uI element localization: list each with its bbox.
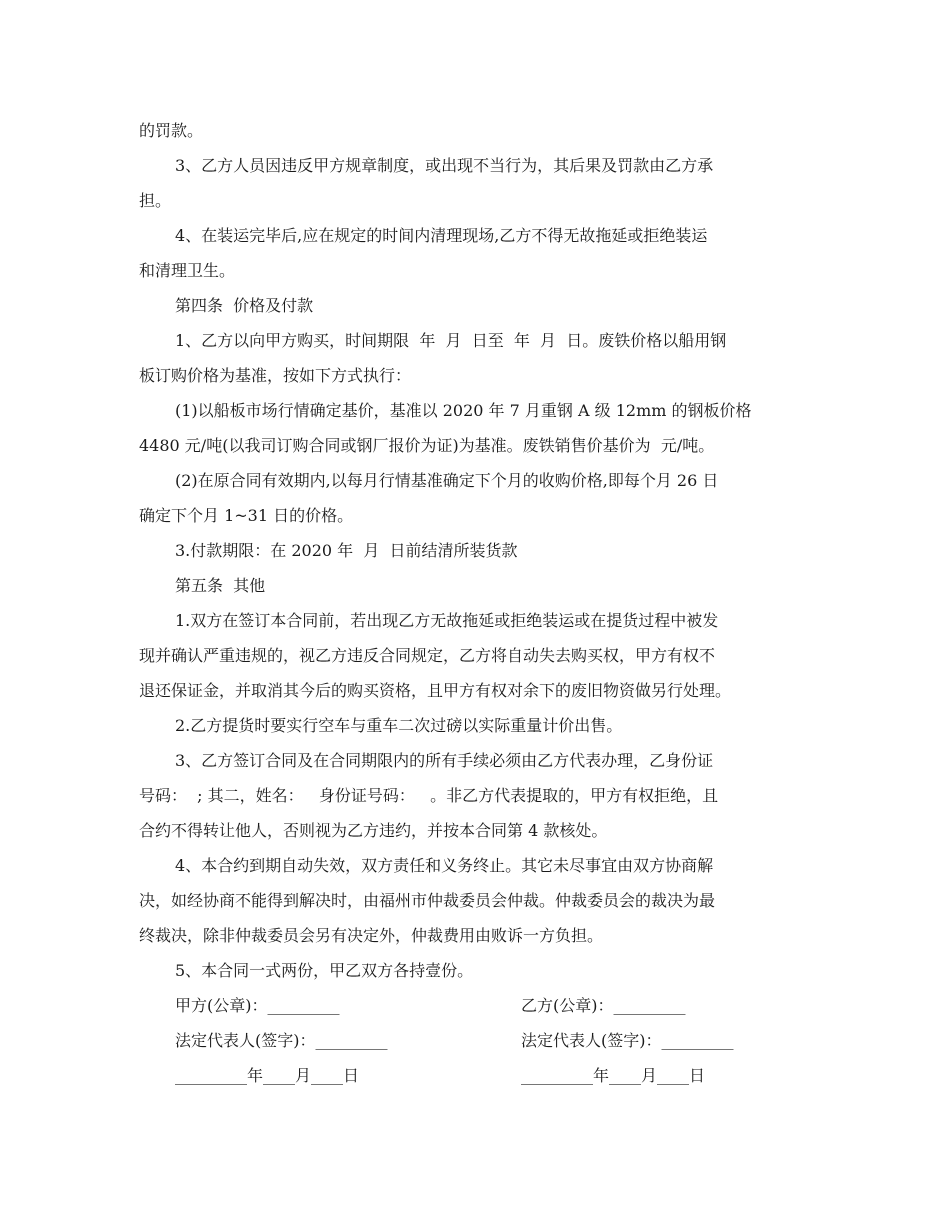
text-line: 终裁决，除非仲裁委员会另有决定外，仲裁费用由败诉一方负担。	[139, 926, 604, 945]
text-line: 和清理卫生。	[139, 261, 236, 280]
text-line: 合约不得转让他人，否则视为乙方违约，并按本合同第 4 款核处。	[139, 821, 608, 840]
text-line: 现并确认严重违规的，视乙方违反合同规定，乙方将自动失去购买权，甲方有权不	[139, 646, 716, 665]
text-line: 的罚款。	[139, 121, 204, 140]
party-a-representative: 法定代表人(签字)：_________	[175, 1031, 388, 1050]
other-clause-5: 5、本合同一式两份，甲乙双方各持壹份。	[175, 961, 474, 980]
party-b-seal: 乙方(公章)：_________	[521, 996, 686, 1015]
party-a-seal: 甲方(公章)：_________	[175, 996, 340, 1015]
other-clause-4: 4、本合约到期自动失效，双方责任和义务终止。其它未尽事宜由双方协商解	[175, 856, 714, 875]
signature-row-rep	[139, 1023, 819, 1058]
signature-row-seal	[139, 988, 819, 1023]
clause-3-line: 3、乙方人员因违反甲方规章制度，或出现不当行为，其后果及罚款由乙方承	[175, 156, 714, 175]
contract-page	[139, 113, 819, 1093]
other-clause-3: 3、乙方签订合同及在合同期限内的所有手续必须由乙方代表办理，乙身份证	[175, 751, 714, 770]
party-b-representative: 法定代表人(签字)：_________	[521, 1031, 734, 1050]
text-line: 退还保证金，并取消其今后的购买资格，且甲方有权对余下的废旧物资做另行处理。	[139, 681, 732, 700]
text-line: 担。	[139, 191, 172, 210]
text-line: 4480 元/吨(以我司订购合同或钢厂报价为证)为基准。废铁销售价基价为 元/吨。	[139, 436, 715, 455]
price-item-2: (2)在原合同有效期内,以每月行情基准确定下个月的收购价格,即每个月 26 日	[175, 471, 719, 490]
clause-4-line: 4、在装运完毕后,应在规定的时间内清理现场,乙方不得无故拖延或拒绝装运	[175, 226, 708, 245]
other-clause-2: 2.乙方提货时要实行空车与重车二次过磅以实际重量计价出售。	[175, 716, 623, 735]
text-line: 板订购价格为基准，按如下方式执行：	[139, 366, 412, 385]
other-clause-1: 1.双方在签订本合同前，若出现乙方无故拖延或拒绝装运或在提货过程中被发	[175, 611, 719, 630]
text-line: 号码： ; 其二，姓名： 身份证号码： 。非乙方代表提取的，甲方有权拒绝，且	[139, 786, 719, 805]
payment-term: 3.付款期限：在 2020 年 月 日前结清所装货款	[175, 541, 518, 560]
price-item-1: (1)以船板市场行情确定基价，基准以 2020 年 7 月重钢 A 级 12mm 的钢板价格	[175, 401, 752, 420]
price-clause-1: 1、乙方以向甲方购买，时间期限 年 月 日至 年 月 日。废铁价格以船用钢	[175, 331, 727, 350]
party-b-date: _________年____月____日	[521, 1066, 706, 1085]
section-heading-5: 第五条 其他	[175, 576, 266, 595]
text-line: 确定下个月 1~31 日的价格。	[139, 506, 354, 525]
party-a-date: _________年____月____日	[175, 1066, 360, 1085]
signature-row-date	[139, 1058, 819, 1093]
section-heading-4: 第四条 价格及付款	[175, 296, 314, 315]
text-line: 决，如经协商不能得到解决时，由福州市仲裁委员会仲裁。仲裁委员会的裁决为最	[139, 891, 716, 910]
